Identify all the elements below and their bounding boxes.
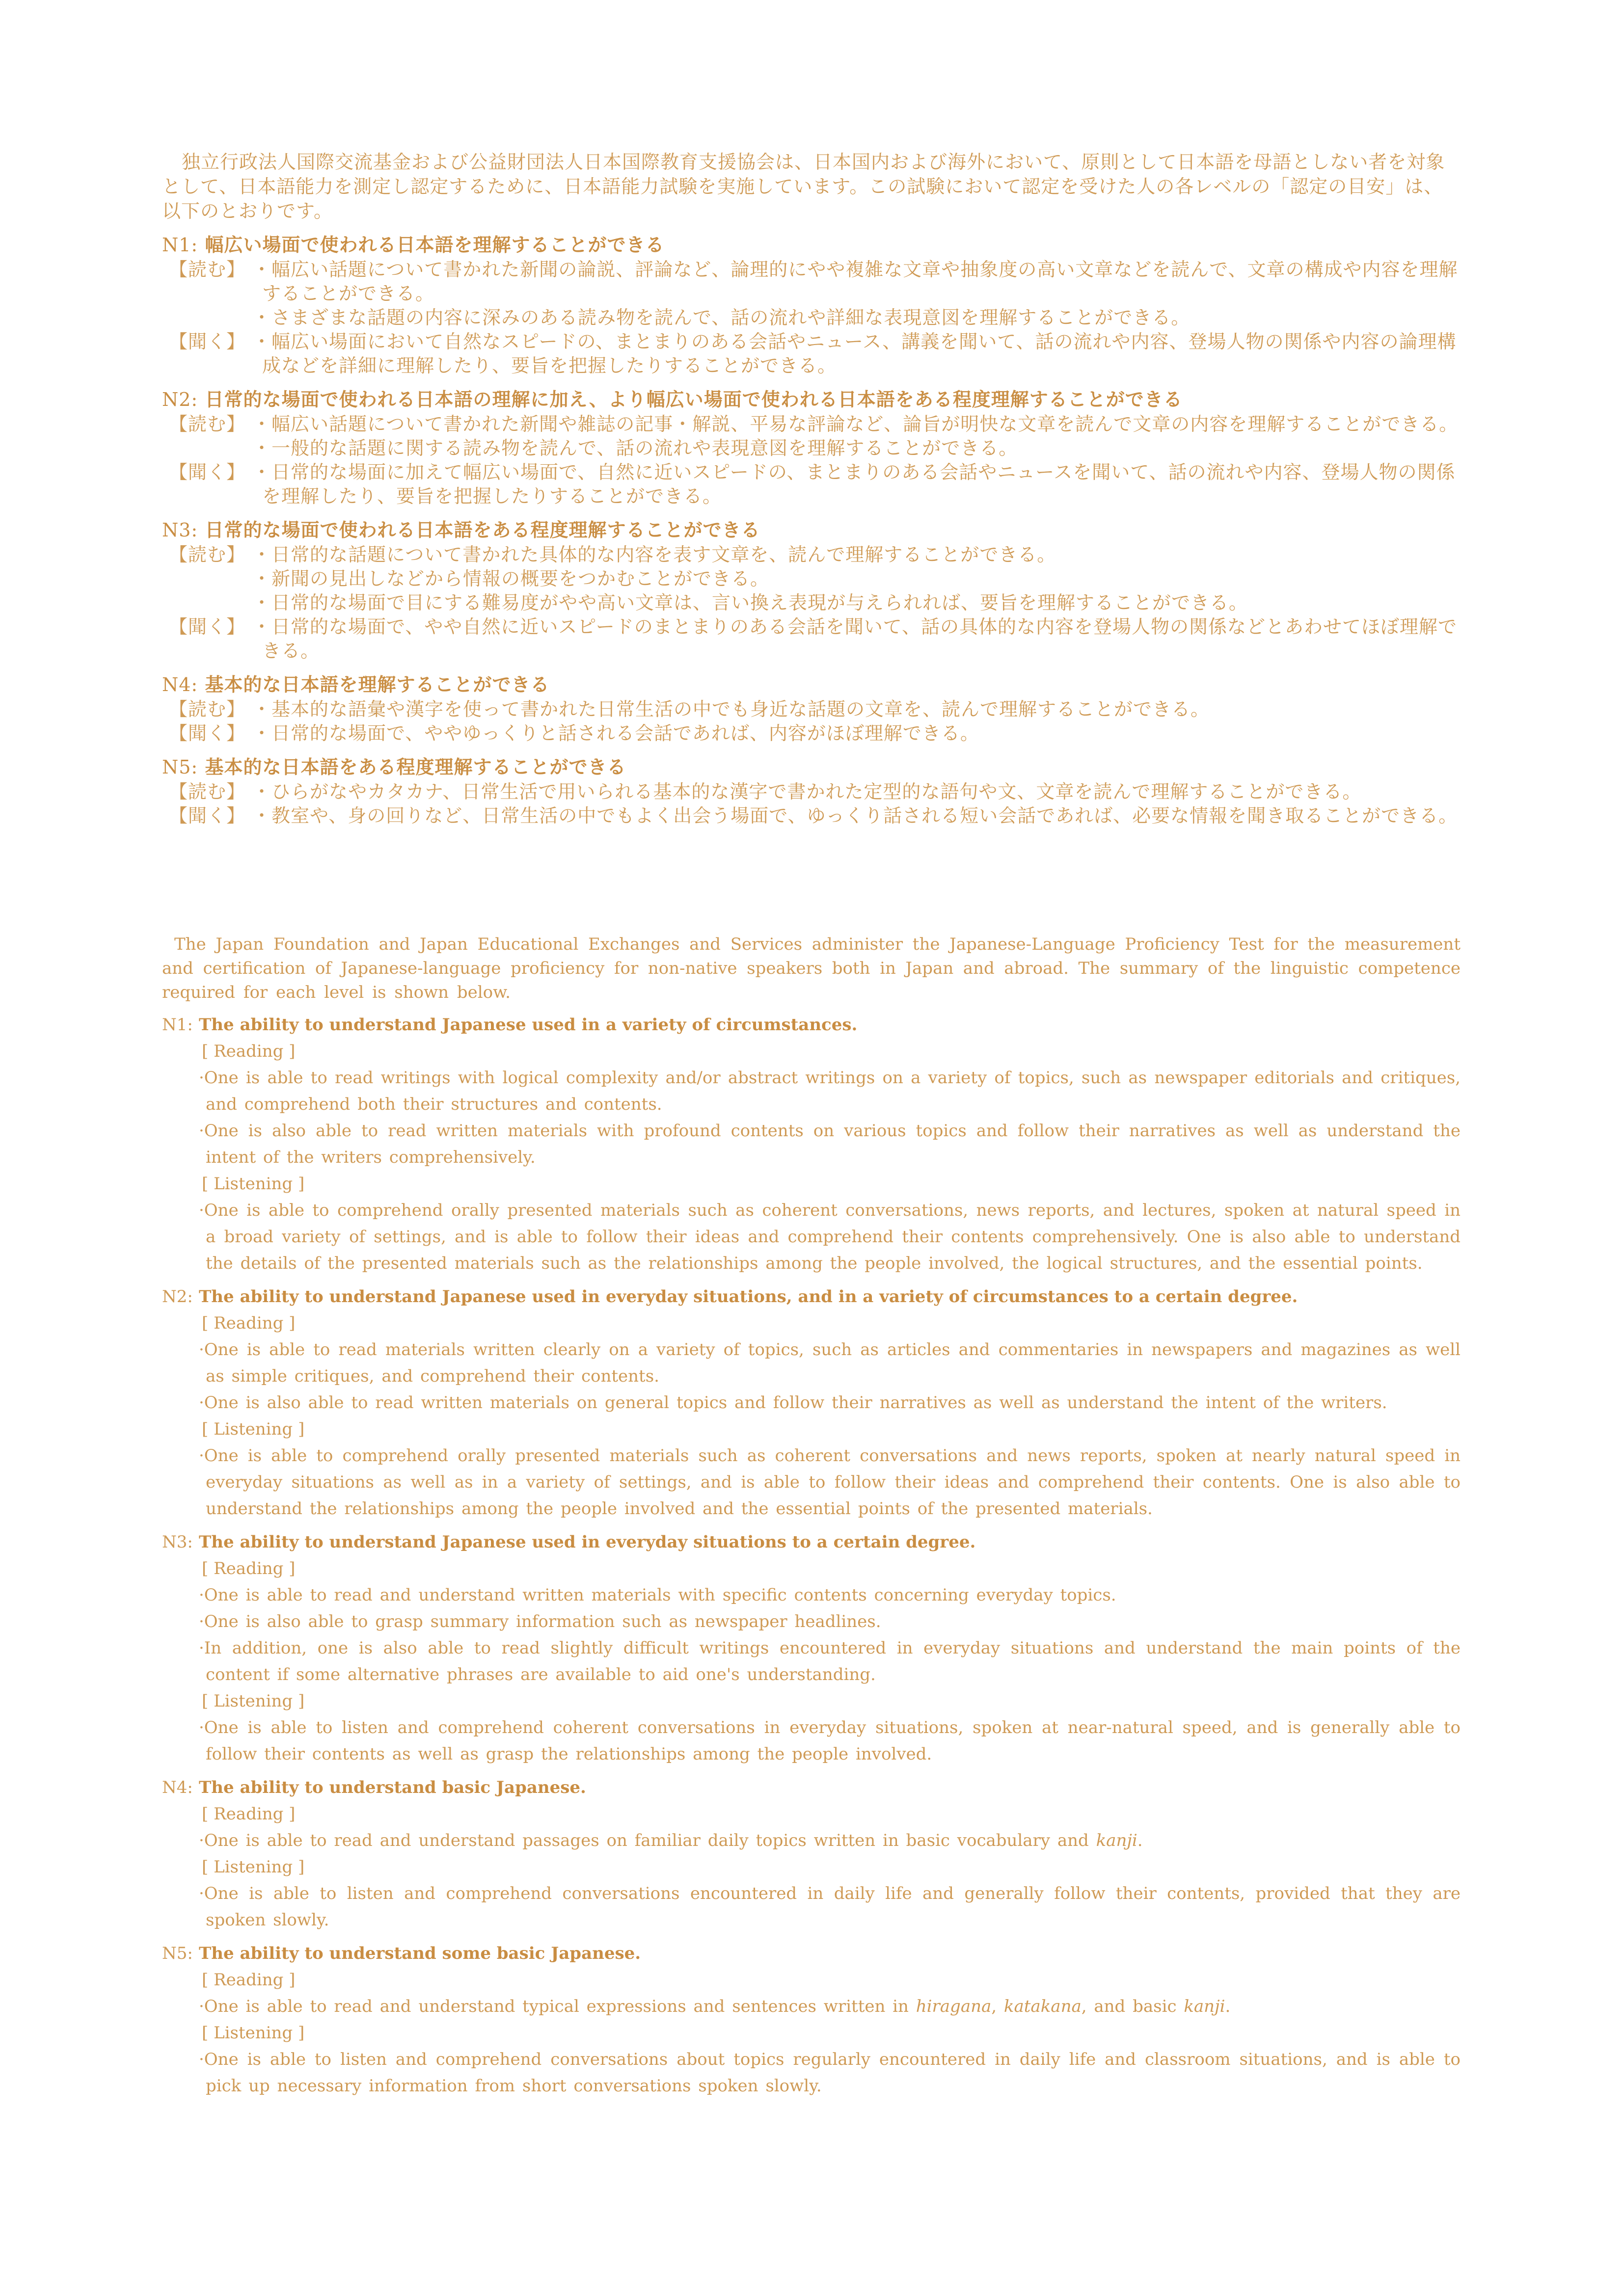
en-listening-label: [ Listening ] <box>202 1174 305 1194</box>
jp-listening-tag: 【聞く】 <box>168 722 245 744</box>
jp-reading <box>162 412 1461 460</box>
jp-reading-item: ・日常的な場面で目にする難易度がやや高い文章は、言い換え表現が与えられれば、要旨を理解することができる。 <box>252 592 1248 614</box>
en-reading-sep: , <box>991 1997 1004 2016</box>
en-reading-sep: , and basic <box>1081 1997 1184 2016</box>
en-level-code: N2: <box>162 1287 193 1307</box>
en-intro: The Japan Foundation and Japan Educational Exchanges and Services administer the Japanese-Language Proficiency Test for the measurement and certification of Japanese-language proficiency for non-native speakers both in Japan and abroad. The summary of the linguistic competence required for each level is shown below. <box>162 934 1461 1002</box>
en-reading-item: ·In addition, one is also able to read slightly difficult writings encountered in everyday situations and understand the main points of the content if some alternative phrases are available to aid one's understanding. <box>199 1638 1461 1684</box>
en-reading-item <box>199 1827 1461 1854</box>
jp-reading-item: ・幅広い話題について書かれた新聞の論説、評論など、論理的にやや複雑な文章や抽象度の高い文章などを読んで、文章の構成や内容を理解することができる。 <box>252 259 1458 304</box>
en-level-title: The ability to understand some basic Japanese. <box>199 1944 641 1963</box>
en-listening-item: ·One is able to listen and comprehend conversations encountered in daily life and generally follow their contents, provided that they are spoken slowly. <box>199 1884 1461 1930</box>
en-level-title: The ability to understand Japanese used in everyday situations to a certain degree. <box>199 1532 976 1552</box>
japanese-section <box>162 150 1461 828</box>
en-katakana-term: katakana <box>1003 1997 1082 2016</box>
english-section <box>162 933 1461 2099</box>
jp-level-code: N4: <box>162 674 198 695</box>
jp-reading-item: ・新聞の見出しなどから情報の概要をつかむことができる。 <box>252 568 770 589</box>
jp-listening <box>162 804 1461 828</box>
en-level-heading <box>162 1774 1461 1801</box>
jp-level-heading <box>162 754 1461 780</box>
jp-listening-tag: 【聞く】 <box>168 616 245 638</box>
jp-listening <box>162 460 1461 508</box>
en-reading-item: ·One is able to read writings with logical complexity and/or abstract writings on a variety of topics, such as newspaper editorials and critiques, and comprehend both their structures and contents. <box>199 1068 1461 1114</box>
en-reading-item: ·One is also able to grasp summary information such as newspaper headlines. <box>199 1612 881 1631</box>
en-reading-item: ·One is also able to read written materials with profound contents on various topics and follow their narratives as well as understand the intent of the writers comprehensively. <box>199 1121 1461 1167</box>
jp-listening-item: ・日常的な場面に加えて幅広い場面で、自然に近いスピードの、まとまりのある会話やニュースを聞いて、話の流れや内容、登場人物の関係を理解したり、要旨を把握したりすることができる。 <box>252 461 1456 507</box>
jp-level-n5 <box>162 754 1461 828</box>
en-reading-end: . <box>1137 1831 1143 1850</box>
en-reading-text: ·One is able to read and understand passages on familiar daily topics written in basic vocabulary and <box>199 1831 1096 1850</box>
en-kanji-term: kanji <box>1184 1997 1225 2016</box>
jp-reading-tag: 【読む】 <box>168 413 245 435</box>
jp-reading-item: ・一般的な話題に関する読み物を読んで、話の流れや表現意図を理解することができる。 <box>252 437 1018 459</box>
en-level-code: N3: <box>162 1532 193 1552</box>
jp-level-code: N5: <box>162 756 198 778</box>
jp-reading-tag: 【読む】 <box>168 544 245 565</box>
jp-level-code: N1: <box>162 234 198 256</box>
jp-intro: 独立行政法人国際交流基金および公益財団法人日本国際教育支援協会は、日本国内および海外において、原則として日本語を母語としない者を対象として、日本語能力を測定し認定するために、日本語能力試験を実施しています。この試験において認定を受けた人の各レベルの「認定の目安」は、以下のとおりです。 <box>162 151 1445 222</box>
jp-level-title: 基本的な日本語を理解することができる <box>205 673 550 695</box>
en-level-code: N5: <box>162 1944 193 1963</box>
jp-reading <box>162 780 1461 804</box>
en-reading-label: [ Reading ] <box>202 1041 296 1061</box>
jp-listening <box>162 330 1461 378</box>
jp-listening-tag: 【聞く】 <box>168 805 245 827</box>
en-level-heading <box>162 1283 1461 1310</box>
jp-level-title: 日常的な場面で使われる日本語をある程度理解することができる <box>205 519 760 541</box>
en-level-n4 <box>162 1774 1461 1933</box>
jp-listening-item: ・幅広い場面において自然なスピードの、まとまりのある会話やニュース、講義を聞いて、話の流れや内容、登場人物の関係や内容の論理構成などを詳細に理解したり、要旨を把握したりすることができる。 <box>252 331 1457 376</box>
jp-listening-tag: 【聞く】 <box>168 331 245 352</box>
en-level-title: The ability to understand Japanese used in everyday situations, and in a variety of circumstances to a certain degree. <box>199 1287 1298 1307</box>
en-listening-item: ·One is able to listen and comprehend coherent conversations in everyday situations, spoken at near-natural speed, and is generally able to follow their contents as well as grasp the relationships among the people involved. <box>199 1718 1461 1764</box>
en-level-n3 <box>162 1529 1461 1767</box>
jp-level-n3 <box>162 517 1461 663</box>
en-reading-item <box>199 1993 1461 2020</box>
en-listening-label: [ Listening ] <box>202 1691 305 1711</box>
en-listening-item: ·One is able to listen and comprehend conversations about topics regularly encountered in daily life and classroom situations, and is able to pick up necessary information from short conversations spoken slowly. <box>199 2050 1461 2096</box>
en-reading-label: [ Reading ] <box>202 1970 296 1990</box>
en-level-heading <box>162 1940 1461 1967</box>
jp-level-n4 <box>162 672 1461 746</box>
jp-level-code: N3: <box>162 519 198 541</box>
en-listening-item: ·One is able to comprehend orally presented materials such as coherent conversations, news reports, and lectures, spoken at natural speed in a broad variety of settings, and is able to follow their ideas and comprehend their contents comprehensively. One is also able to understand the details of the presented materials such as the relationships among the people involved, the logical structures, and the essential points. <box>199 1201 1461 1273</box>
en-level-n5 <box>162 1940 1461 2099</box>
en-reading-item: ·One is able to read materials written clearly on a variety of topics, such as articles and commentaries in newspapers and magazines as well as simple critiques, and comprehend their contents. <box>199 1340 1461 1386</box>
en-hiragana-term: hiragana <box>916 1997 992 2016</box>
jp-level-n2 <box>162 387 1461 508</box>
jp-reading <box>162 258 1461 330</box>
jp-listening-tag: 【聞く】 <box>168 461 245 483</box>
jp-reading-item: ・日常的な話題について書かれた具体的な内容を表す文章を、読んで理解することができる。 <box>252 544 1056 565</box>
en-level-n1 <box>162 1012 1461 1277</box>
jp-level-heading <box>162 517 1461 543</box>
jp-reading-item: ・幅広い話題について書かれた新聞や雑誌の記事・解説、平易な評論など、論旨が明快な文章を読んで文章の内容を理解することができる。 <box>252 413 1459 435</box>
jp-listening-item: ・教室や、身の回りなど、日常生活の中でもよく出会う場面で、ゆっくり話される短い会話であれば、必要な情報を聞き取ることができる。 <box>252 805 1458 827</box>
jp-reading <box>162 543 1461 615</box>
en-reading-end: . <box>1225 1997 1231 2016</box>
en-reading-item: ·One is also able to read written materials on general topics and follow their narratives as well as understand the intent of the writers. <box>199 1393 1387 1413</box>
en-level-heading <box>162 1012 1461 1038</box>
en-level-title: The ability to understand basic Japanese. <box>199 1778 586 1797</box>
en-listening-item: ·One is able to comprehend orally presented materials such as coherent conversations and news reports, spoken at nearly natural speed in everyday situations as well as in a variety of settings, and is able to follow their ideas and comprehend their contents. One is also able to understand the relationships among the people involved and the essential points of the presented materials. <box>199 1446 1461 1519</box>
jp-listening <box>162 615 1461 663</box>
jp-reading <box>162 697 1461 721</box>
jp-reading-item: ・ひらがなやカタカナ、日常生活で用いられる基本的な漢字で書かれた定型的な語句や文、文章を読んで理解することができる。 <box>252 781 1362 802</box>
jp-level-heading <box>162 232 1461 258</box>
en-kanji-term: kanji <box>1096 1831 1137 1850</box>
jp-level-heading <box>162 672 1461 697</box>
jp-reading-tag: 【読む】 <box>168 698 245 720</box>
jp-level-n1 <box>162 232 1461 378</box>
en-level-code: N1: <box>162 1015 193 1035</box>
jp-listening-item: ・日常的な場面で、ややゆっくりと話される会話であれば、内容がほぼ理解できる。 <box>252 722 979 744</box>
jp-reading-tag: 【読む】 <box>168 259 245 280</box>
en-level-title: The ability to understand Japanese used in a variety of circumstances. <box>199 1015 858 1035</box>
en-reading-text: ·One is able to read and understand typical expressions and sentences written in <box>199 1997 916 2016</box>
jp-reading-item: ・基本的な語彙や漢字を使って書かれた日常生活の中でも身近な話題の文章を、読んで理解することができる。 <box>252 698 1210 720</box>
en-reading-item: ·One is able to read and understand written materials with specific contents concerning everyday topics. <box>199 1585 1116 1605</box>
en-listening-label: [ Listening ] <box>202 1857 305 1877</box>
en-reading-label: [ Reading ] <box>202 1559 296 1578</box>
jp-reading-tag: 【読む】 <box>168 781 245 802</box>
jp-level-title: 幅広い場面で使われる日本語を理解することができる <box>205 234 665 256</box>
en-listening-label: [ Listening ] <box>202 2023 305 2043</box>
jp-reading-item: ・さまざまな話題の内容に深みのある読み物を読んで、話の流れや詳細な表現意図を理解することができる。 <box>252 307 1191 328</box>
jp-level-title: 基本的な日本語をある程度理解することができる <box>205 756 626 778</box>
jp-level-title: 日常的な場面で使われる日本語の理解に加え、より幅広い場面で使われる日本語をある程度理解することができる <box>205 388 1183 410</box>
en-reading-label: [ Reading ] <box>202 1313 296 1333</box>
jp-listening <box>162 721 1461 746</box>
en-level-n2 <box>162 1283 1461 1522</box>
en-listening-label: [ Listening ] <box>202 1419 305 1439</box>
jp-listening-item: ・日常的な場面で、やや自然に近いスピードのまとまりのある会話を聞いて、話の具体的な内容を登場人物の関係などとあわせてほぼ理解できる。 <box>252 616 1457 662</box>
jp-level-code: N2: <box>162 389 198 410</box>
en-level-heading <box>162 1529 1461 1555</box>
en-reading-label: [ Reading ] <box>202 1804 296 1824</box>
en-level-code: N4: <box>162 1778 193 1797</box>
jp-level-heading <box>162 387 1461 412</box>
